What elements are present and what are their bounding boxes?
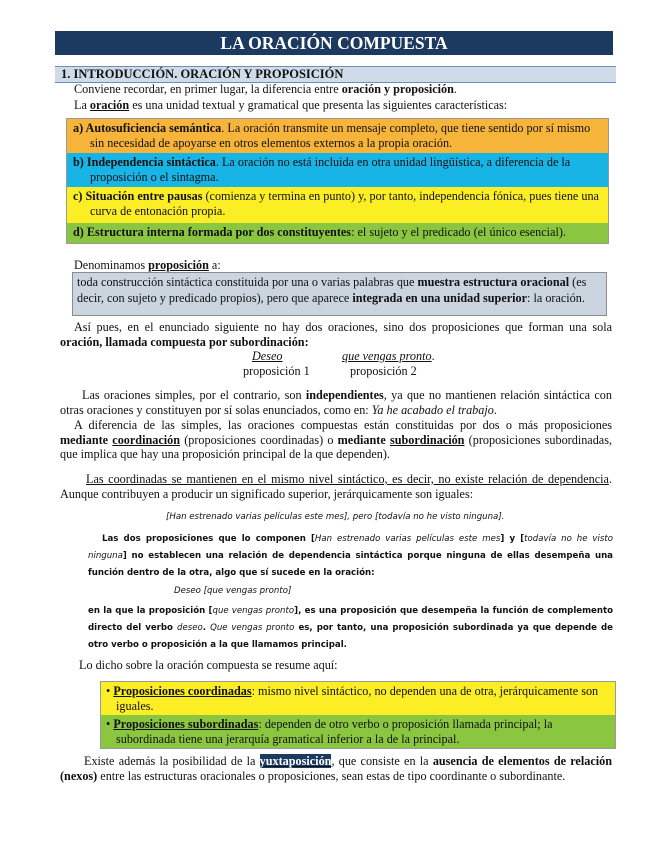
example1-word2: que vengas pronto.	[342, 349, 435, 363]
intro-line-1: Conviene recordar, en primer lugar, la diferencia entre oración y proposición.	[74, 82, 457, 96]
feature-d: d) Estructura interna formada por dos constituyentes: el sujeto y el predicado (el único esencial).	[67, 223, 608, 244]
feature-b: b) Independencia sintáctica. La oración no está incluida en otra unidad lingüística, a diferencia de la proposición o el sintagma.	[67, 153, 608, 187]
denominamos-line: Denominamos proposición a:	[74, 258, 221, 272]
features-box	[66, 118, 609, 244]
summary-coordinadas: • Proposiciones coordinadas: mismo nivel sintáctico, no dependen una de otra, jerárquicamente son iguales.	[101, 682, 615, 715]
example1-label2: proposición 2	[350, 364, 417, 378]
example3: Deseo [que vengas pronto]	[174, 586, 292, 596]
resume-line: Lo dicho sobre la oración compuesta se resume aquí:	[79, 658, 338, 672]
diferencia-paragraph: A diferencia de las simples, las oraciones compuestas están constituidas por dos o más proposiciones mediante coordinación (proposiciones coordinadas) o mediante subordinación (proposiciones subordinadas, que implica que hay una proposición principal de la que dependen).	[60, 418, 613, 461]
simples-paragraph: Las oraciones simples, por el contrario, son independientes, ya que no mantienen relación sintáctica con otras oraciones y constituyen por sí solas enunciados, como en: Ya he acabado el trabajo.	[60, 388, 612, 417]
summary-box	[100, 681, 616, 749]
explanation-2: en la que la proposición [que vengas pronto], es una proposición que desempeña la función de complemento directo del verbo deseo. Que vengas pronto es, por tanto, una proposición subordinada ya que depende de otro verbo o proposición a la que llamamos principal.	[88, 606, 614, 650]
yuxtaposicion-paragraph: Existe además la posibilidad de la yuxtaposición, que consiste en la ausencia de elementos de relación (nexos) entre las estructuras oracionales o proposiciones, sean estas de tipo coordinante o subordinante.	[60, 754, 612, 783]
page-title: LA ORACIÓN COMPUESTA	[55, 31, 613, 55]
feature-c: c) Situación entre pausas (comienza y termina en punto) y, por tanto, independencia fónica, pues tiene una curva de entonación propia.	[67, 187, 608, 223]
definition-box: toda construcción sintáctica constituida por una o varias palabras que muestra estructura oracional (es decir, con sujeto y predicado propios), pero que aparece integrada en una unidad superior: la oración.	[72, 272, 607, 316]
summary-subordinadas: • Proposiciones subordinadas: dependen de otro verbo o proposición llamada principal; la subordinada tiene una jerarquía gramatical inferior a la de la principal.	[101, 715, 615, 748]
section-heading: 1. INTRODUCCIÓN. ORACIÓN Y PROPOSICIÓN	[55, 66, 616, 83]
bullet-icon: •	[106, 684, 111, 698]
feature-a: a) Autosuficiencia semántica. La oración transmite un mensaje completo, que tiene sentido por sí mismo sin necesidad de apoyarse en otros elementos externos a la propia oración.	[67, 119, 608, 153]
explanation-1: Las dos proposiciones que lo componen [Han estrenado varias películas este mes] y [todavía no he visto ninguna] no establecen una relación de dependencia sintáctica porque ninguna de ellas desempeña una función dentro de la otra, algo que sí sucede en la oración:	[88, 534, 613, 578]
intro-line-2: La oración es una unidad textual y gramatical que presenta las siguientes características:	[74, 98, 508, 112]
example1-word1: Deseo	[252, 349, 283, 363]
asi-pues-paragraph: Así pues, en el enunciado siguiente no hay dos oraciones, sino dos proposiciones que forman una sola oración, llamada compuesta por subordinación:	[60, 320, 612, 349]
example2: [Han estrenado varias películas este mes], pero [todavía no he visto ninguna].	[166, 512, 505, 522]
example1-label1: proposición 1	[243, 364, 310, 378]
bullet-icon: •	[106, 717, 111, 731]
coordinadas-paragraph: Las coordinadas se mantienen en el mismo nivel sintáctico, es decir, no existe relación de dependencia. Aunque contribuyen a producir un significado superior, jerárquicamente son iguales:	[60, 472, 612, 501]
